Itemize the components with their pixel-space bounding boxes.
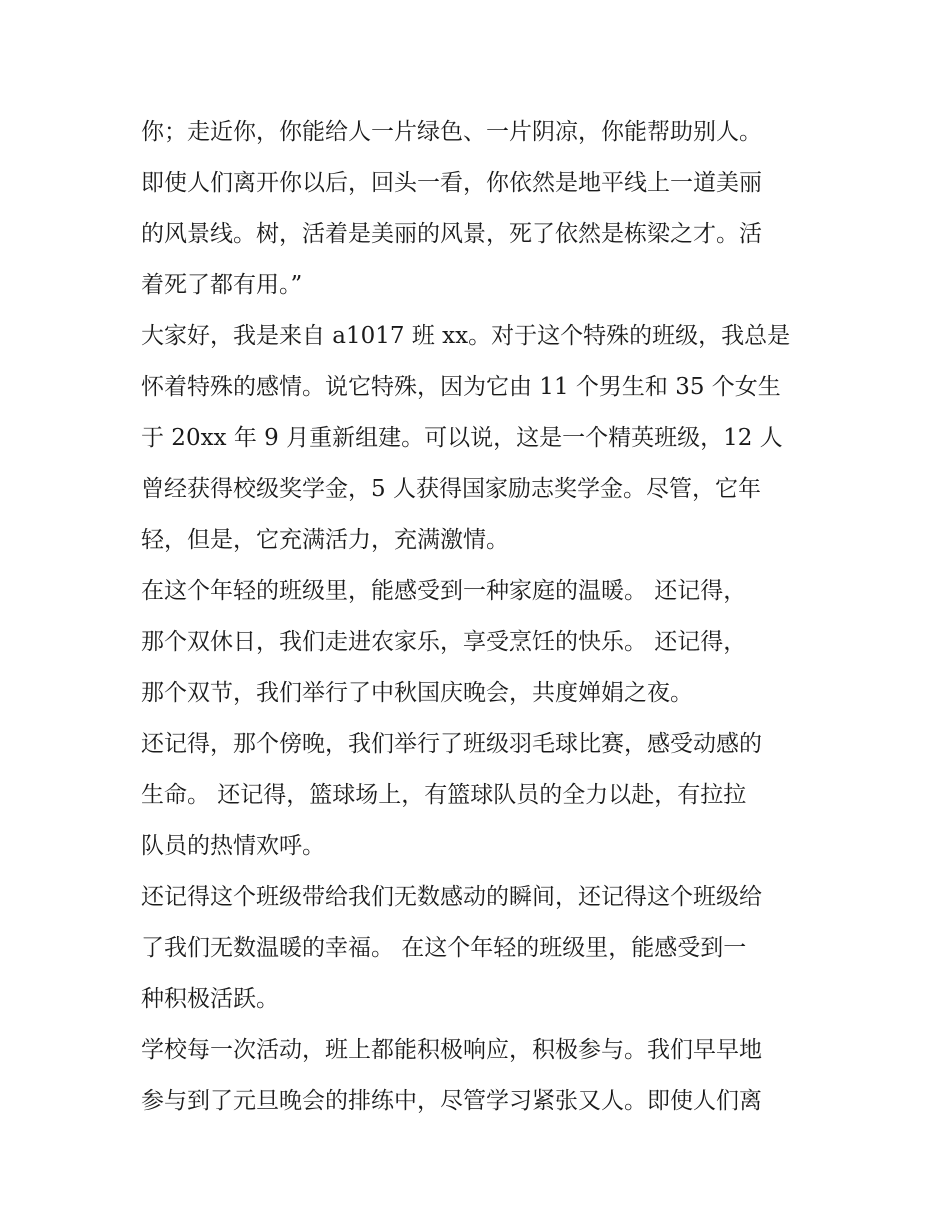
text-line: 参与到了元旦晚会的排练中，尽管学习紧张又人。即使人们离 [141, 1088, 762, 1114]
text-line: 怀着特殊的感情。说它特殊，因为它由 11 个男生和 35 个女生 [141, 374, 781, 400]
text-line: 学校每一次活动，班上都能积极响应，积极参与。我们早早地 [141, 1037, 762, 1063]
text-line: 那个双节，我们举行了中秋国庆晚会，共度婵娟之夜。 [141, 680, 693, 706]
text-line: 队员的热情欢呼。 [141, 833, 325, 859]
text-line: 的风景线。树，活着是美丽的风景，死了依然是栋梁之才。活 [141, 221, 762, 247]
text-line: 大家好，我是来自 a1017 班 xx。对于这个特殊的班级，我总是 [141, 323, 791, 349]
text-line: 曾经获得校级奖学金，5 人获得国家励志奖学金。尽管，它年 [141, 476, 761, 502]
text-line: 即使人们离开你以后，回头一看，你依然是地平线上一道美丽 [141, 170, 762, 196]
text-line: 着死了都有用。” [141, 272, 303, 298]
text-line: 你；走近你，你能给人一片绿色、一片阴凉，你能帮助别人。 [141, 119, 762, 145]
text-line: 了我们无数温暖的幸福。 在这个年轻的班级里，能感受到一 [141, 935, 747, 961]
document-body [141, 107, 821, 1127]
text-line: 于 20xx 年 9 月重新组建。可以说，这是一个精英班级，12 人 [141, 425, 783, 451]
text-line: 还记得这个班级带给我们无数感动的瞬间，还记得这个班级给 [141, 884, 762, 910]
text-line: 生命。 还记得，篮球场上，有篮球队员的全力以赴，有拉拉 [141, 782, 747, 808]
text-line: 那个双休日，我们走进农家乐，享受烹饪的快乐。 还记得， [141, 629, 747, 655]
text-line: 在这个年轻的班级里，能感受到一种家庭的温暖。 还记得， [141, 578, 747, 604]
text-line: 还记得，那个傍晚，我们举行了班级羽毛球比赛，感受动感的 [141, 731, 762, 757]
text-line: 轻，但是，它充满活力，充满激情。 [141, 527, 509, 553]
text-line: 种积极活跃。 [141, 986, 279, 1012]
